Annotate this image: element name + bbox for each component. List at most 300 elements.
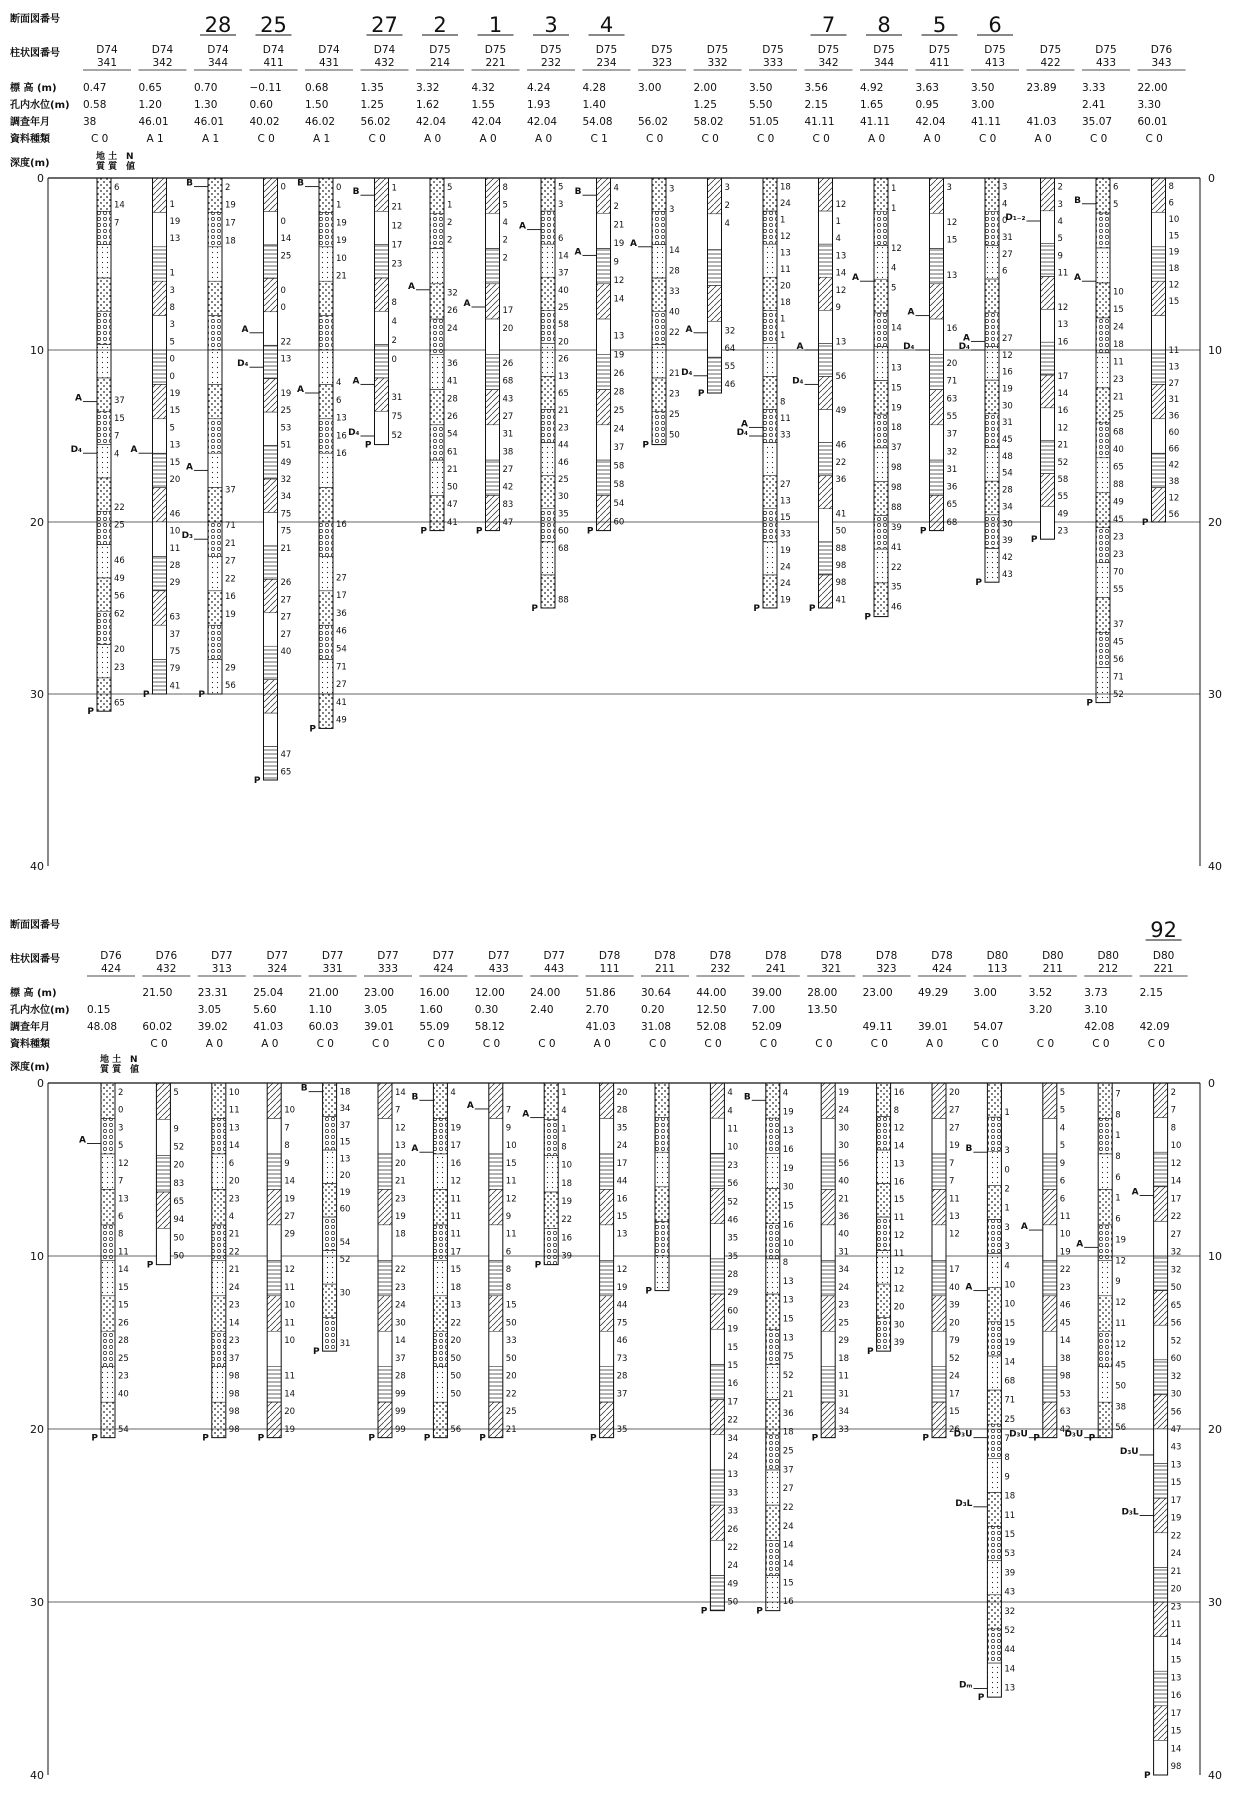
survey-date-value: 48.08 <box>87 1021 118 1033</box>
soil-segment <box>1098 1367 1112 1402</box>
water-level-value: 1.25 <box>360 99 384 111</box>
soil-segment <box>267 1367 281 1402</box>
n-value: 11 <box>284 1371 296 1382</box>
soil-segment <box>1041 342 1055 375</box>
soil-segment <box>710 1540 724 1575</box>
n-value: 19 <box>613 238 625 249</box>
soil-segment <box>541 410 555 443</box>
n-value: 20 <box>949 1318 960 1329</box>
n-value: 15 <box>780 513 791 524</box>
n-value: 12 <box>780 231 791 242</box>
n-value: 21 <box>395 1176 406 1187</box>
n-value: 30 <box>838 1141 850 1152</box>
soil-segment <box>932 1260 946 1295</box>
soil-segment <box>1096 213 1110 248</box>
soil-segment <box>433 1402 447 1437</box>
depth-tick-left: 20 <box>30 516 44 529</box>
soil-segment <box>985 380 999 414</box>
soil-segment <box>544 1156 558 1192</box>
soil-segment <box>430 213 444 248</box>
n-value: 26 <box>727 1524 739 1535</box>
soil-segment <box>987 1254 1001 1288</box>
n-value: 5 <box>891 283 897 294</box>
n-value: 31 <box>946 464 958 475</box>
n-value: 21 <box>613 220 625 231</box>
n-value: 49 <box>727 1579 739 1590</box>
n-value: 22 <box>225 574 236 585</box>
n-value: 12 <box>949 1229 960 1240</box>
n-value: 33 <box>727 1506 739 1517</box>
n-value: 24 <box>447 323 458 334</box>
n-value: 44 <box>558 440 569 451</box>
elevation-value: 1.35 <box>360 82 384 94</box>
soil-segment <box>101 1225 115 1260</box>
data-type-value: C 0 <box>704 1038 722 1050</box>
soil-segment <box>433 1189 447 1224</box>
soil-segment <box>541 343 555 376</box>
lower-soil-head2: 質 質 <box>100 1065 122 1075</box>
n-value: 3 <box>1057 199 1063 210</box>
soil-segment <box>655 1118 669 1153</box>
n-value: 1 <box>169 199 175 210</box>
soil-segment <box>1041 375 1055 408</box>
soil-segment <box>600 1189 614 1224</box>
section-number: 8 <box>877 13 891 37</box>
n-value: 26 <box>118 1318 129 1329</box>
n-value: 40 <box>838 1229 850 1240</box>
lower-column-label: 柱状図番号 <box>10 954 60 965</box>
n-value: 25 <box>838 1318 850 1329</box>
borehole <box>182 13 242 700</box>
soil-segment <box>430 178 444 213</box>
borehole <box>131 44 187 700</box>
lower-date-label: 調査年月 <box>10 1022 50 1033</box>
n-value: 21 <box>391 202 403 213</box>
n-value: 56 <box>1115 1423 1127 1434</box>
n-value: 15 <box>1004 1318 1016 1329</box>
n-value: 45 <box>1113 514 1124 525</box>
n-value: 16 <box>946 323 958 334</box>
n-value: 38 <box>1115 1402 1127 1413</box>
soil-segment <box>874 380 888 414</box>
data-type-value: A 1 <box>313 133 331 145</box>
data-type-value: C 0 <box>1036 1038 1055 1050</box>
n-value: 65 <box>558 389 569 399</box>
soil-segment <box>208 384 222 418</box>
n-value: 11 <box>450 1229 462 1240</box>
soil-segment <box>378 1367 392 1402</box>
borehole <box>411 950 467 1444</box>
n-value: 30 <box>1170 1389 1182 1400</box>
soil-segment <box>763 410 777 443</box>
layer-label: A <box>408 281 415 292</box>
n-value: 14 <box>891 323 902 334</box>
n-value: 58 <box>613 480 625 491</box>
soil-segment <box>153 178 167 212</box>
n-value: 23 <box>1059 1282 1071 1293</box>
data-type-value: C 0 <box>427 1038 445 1050</box>
n-value: 83 <box>173 1178 185 1189</box>
n-value: 27 <box>782 1484 794 1495</box>
n-value: 9 <box>613 257 619 268</box>
n-value: 15 <box>1170 1655 1182 1666</box>
soil-segment <box>1154 1325 1168 1360</box>
data-type-value: A 0 <box>593 1038 611 1050</box>
soil-segment <box>1154 1706 1168 1741</box>
n-value: 52 <box>1113 689 1124 700</box>
soil-segment <box>932 1367 946 1402</box>
elevation-value: 3.56 <box>804 82 828 94</box>
soil-segment <box>430 460 444 495</box>
n-value: 13 <box>339 1154 351 1165</box>
bottom-marker: P <box>645 1286 652 1297</box>
borehole <box>586 950 634 1444</box>
n-value: 47 <box>280 750 292 761</box>
n-value: 5 <box>1059 1141 1066 1152</box>
n-value: 22 <box>114 502 125 513</box>
n-value: 24 <box>727 1451 739 1462</box>
soil-segment <box>710 1575 724 1610</box>
n-value: 26 <box>613 368 625 379</box>
n-value: 58 <box>558 320 569 331</box>
n-value: 30 <box>339 1288 351 1299</box>
n-value: 11 <box>505 1229 517 1240</box>
n-value: 23 <box>118 1371 129 1382</box>
n-value: 24 <box>780 562 791 573</box>
n-value: 4 <box>891 263 897 274</box>
soil-segment <box>1043 1154 1057 1189</box>
n-value: 22 <box>727 1415 739 1426</box>
n-value: 11 <box>727 1124 739 1135</box>
borehole-id: D75 <box>762 44 784 56</box>
soil-segment <box>597 390 611 425</box>
n-value: 88 <box>558 595 569 606</box>
soil-segment <box>541 575 555 608</box>
n-value: 42 <box>502 482 514 493</box>
layer-label: A <box>75 393 82 404</box>
n-value: 6 <box>1168 198 1174 209</box>
soil-segment <box>1154 1533 1168 1568</box>
soil-segment <box>1152 419 1166 453</box>
soil-segment <box>710 1364 724 1399</box>
bottom-marker: P <box>534 1260 542 1271</box>
elevation-value: 3.52 <box>1028 987 1053 999</box>
n-value: 22 <box>1059 1265 1071 1276</box>
depth-tick-right: 40 <box>1208 860 1222 873</box>
n-value: 98 <box>1059 1371 1071 1382</box>
n-value: 55 <box>1113 584 1124 595</box>
bottom-marker: P <box>91 1433 98 1444</box>
n-value: 24 <box>780 579 791 590</box>
soil-segment <box>874 313 888 347</box>
soil-segment <box>97 211 111 244</box>
soil-segment <box>489 1367 503 1402</box>
n-value: 2 <box>724 200 730 211</box>
soil-segment <box>710 1329 724 1364</box>
n-value: 68 <box>502 376 514 387</box>
borehole <box>1074 44 1130 709</box>
layer-label: A <box>186 462 193 473</box>
soil-segment <box>932 1189 946 1224</box>
soil-segment <box>153 453 167 487</box>
soil-segment <box>375 278 389 311</box>
n-value: 27 <box>280 629 292 640</box>
n-value: 28 <box>395 1371 406 1382</box>
soil-segment <box>987 1527 1001 1561</box>
n-value: 30 <box>395 1318 406 1329</box>
soil-segment <box>486 495 500 530</box>
n-value: 7 <box>118 1176 124 1187</box>
n-value: 11 <box>893 1213 905 1224</box>
n-value: 63 <box>1059 1407 1071 1418</box>
n-value: 13 <box>893 1159 905 1170</box>
soil-segment <box>153 316 167 350</box>
n-value: 4 <box>835 234 841 245</box>
soil-segment <box>208 660 222 694</box>
n-value: 15 <box>169 457 181 468</box>
soil-segment <box>874 414 888 448</box>
soil-segment <box>1154 1152 1168 1187</box>
n-value: 19 <box>450 1123 462 1134</box>
soil-segment <box>544 1083 558 1119</box>
survey-date-value: 42.04 <box>416 116 447 128</box>
survey-date-value: 56.02 <box>360 116 391 128</box>
n-value: 16 <box>782 1597 794 1608</box>
n-value: 44 <box>616 1176 628 1187</box>
soil-segment <box>486 284 500 319</box>
soil-segment <box>1096 423 1110 458</box>
soil-segment <box>267 1189 281 1224</box>
soil-segment <box>1041 309 1055 342</box>
soil-segment <box>1154 1671 1168 1706</box>
elevation-value: 3.33 <box>1082 82 1106 94</box>
soil-segment <box>710 1224 724 1259</box>
depth-tick-left: 30 <box>30 1596 44 1609</box>
bottom-marker: P <box>423 1433 431 1444</box>
soil-segment <box>212 1402 226 1437</box>
bottom-marker: P <box>253 776 261 786</box>
n-value: 40 <box>558 285 569 296</box>
n-value: 50 <box>505 1318 517 1329</box>
n-value: 18 <box>782 1427 794 1438</box>
n-value: 19 <box>395 1211 406 1222</box>
bottom-marker: P <box>531 604 538 614</box>
data-type-value: C 0 <box>759 1038 778 1050</box>
n-value: 68 <box>946 517 958 528</box>
n-value: 15 <box>505 1300 517 1311</box>
borehole <box>1005 44 1074 545</box>
n-value: 56 <box>838 1158 850 1169</box>
section-number: 2 <box>433 13 447 37</box>
bottom-marker: P <box>808 604 816 614</box>
n-value: 15 <box>891 383 902 394</box>
n-value: 53 <box>1059 1389 1071 1400</box>
n-value: 54 <box>447 429 458 440</box>
n-value: 15 <box>169 406 181 417</box>
n-value: 39 <box>891 522 902 533</box>
n-value: 5 <box>447 182 453 193</box>
borehole <box>142 950 190 1271</box>
soil-segment <box>763 211 777 244</box>
n-value: 15 <box>505 1158 517 1169</box>
soil-segment <box>1154 1291 1168 1326</box>
n-value: 20 <box>169 475 181 485</box>
soil-segment <box>1098 1296 1112 1331</box>
n-value: 98 <box>835 578 847 589</box>
upper-date-label: 調査年月 <box>10 117 50 128</box>
soil-segment <box>264 579 278 612</box>
soil-segment <box>930 460 944 495</box>
n-value: 19 <box>782 1107 794 1118</box>
soil-segment <box>819 376 833 409</box>
water-level-value: 1.20 <box>138 99 162 111</box>
elevation-value: 3.73 <box>1084 987 1108 999</box>
n-value: 24 <box>782 1521 794 1532</box>
n-value: 13 <box>1004 1683 1016 1694</box>
upper-n-head2: 値 <box>126 162 136 172</box>
n-value: 56 <box>727 1179 739 1190</box>
soil-segment <box>600 1402 614 1437</box>
lower-soil-head: 地 土 <box>100 1055 122 1065</box>
soil-segment <box>264 479 278 512</box>
soil-segment <box>489 1154 503 1189</box>
n-value: 42 <box>1059 1424 1071 1435</box>
soil-segment <box>97 311 111 344</box>
n-value: 48 <box>1002 451 1013 462</box>
borehole <box>71 44 131 717</box>
n-value: 16 <box>561 1233 573 1244</box>
n-value: 19 <box>336 218 347 229</box>
n-value: 9 <box>505 1123 512 1134</box>
borehole-id: D80 <box>1152 950 1175 962</box>
n-value: 14 <box>114 200 125 211</box>
data-type-value: C 0 <box>646 133 664 145</box>
n-value: 64 <box>724 344 736 355</box>
borehole <box>792 13 852 614</box>
layer-label: B <box>1074 195 1081 206</box>
n-value: 40 <box>118 1389 129 1400</box>
n-value: 50 <box>1170 1283 1182 1294</box>
n-value: 15 <box>118 1282 129 1293</box>
soil-segment <box>264 412 278 445</box>
n-value: 34 <box>838 1407 850 1418</box>
n-value: 18 <box>780 182 791 193</box>
soil-segment <box>763 542 777 575</box>
soil-segment <box>319 247 333 281</box>
lower-n-head2: 値 <box>130 1065 140 1075</box>
data-type-value: A 0 <box>535 133 553 145</box>
soil-segment <box>267 1154 281 1189</box>
soil-segment <box>375 345 389 378</box>
n-value: 14 <box>280 234 292 245</box>
elevation-value: 12.00 <box>474 987 505 999</box>
water-level-value: 3.00 <box>971 99 995 111</box>
soil-segment <box>208 522 222 556</box>
n-value: 54 <box>339 1238 351 1249</box>
borehole <box>954 950 1022 1703</box>
soil-segment <box>156 1192 170 1228</box>
soil-segment <box>1043 1118 1057 1153</box>
data-type-value: C 0 <box>372 1038 390 1050</box>
section-number: 4 <box>599 13 614 37</box>
soil-segment <box>985 313 999 347</box>
soil-segment <box>267 1296 281 1331</box>
soil-segment <box>544 1228 558 1264</box>
layer-label: A <box>463 299 471 309</box>
lower-n-head: N <box>130 1055 138 1065</box>
n-value: 11 <box>1113 357 1124 368</box>
n-value: 10 <box>505 1141 517 1152</box>
n-value: 19 <box>613 350 625 361</box>
n-value: 23 <box>395 1194 406 1205</box>
borehole-id: D75 <box>484 44 507 56</box>
n-value: 22 <box>280 337 292 348</box>
borehole-id: D75 <box>928 44 951 56</box>
n-value: 20 <box>1170 1584 1182 1595</box>
soil-segment <box>766 1505 780 1540</box>
n-value: 13 <box>835 337 847 348</box>
data-type-value: C 0 <box>150 1038 168 1050</box>
n-value: 27 <box>1002 249 1013 260</box>
n-value: 19 <box>284 1194 296 1205</box>
soil-segment <box>486 213 500 248</box>
data-type-value: C 0 <box>1147 1038 1165 1050</box>
soil-segment <box>763 509 777 542</box>
upper-column-label: 柱状図番号 <box>10 48 60 59</box>
soil-segment <box>541 509 555 542</box>
soil-segment <box>486 354 500 389</box>
n-value: 21 <box>1170 1566 1182 1577</box>
soil-segment <box>153 384 167 418</box>
n-value: 20 <box>505 1371 517 1382</box>
n-value: 11 <box>169 543 181 554</box>
borehole-subid: 443 <box>544 963 565 975</box>
survey-date-value: 60.02 <box>142 1021 173 1033</box>
n-value: 53 <box>280 423 292 434</box>
n-value: 8 <box>284 1141 290 1152</box>
soil-segment <box>874 212 888 246</box>
n-value: 15 <box>893 1195 905 1206</box>
n-value: 46 <box>724 380 736 391</box>
bottom-marker: P <box>475 526 483 537</box>
n-value: 6 <box>336 395 342 406</box>
soil-segment <box>319 419 333 453</box>
n-value: 11 <box>1057 268 1069 279</box>
soil-segment <box>932 1331 946 1366</box>
soil-segment <box>1154 1602 1168 1637</box>
n-value: 16 <box>782 1144 794 1155</box>
soil-segment <box>819 310 833 343</box>
n-value: 43 <box>502 394 514 405</box>
soil-segment <box>1098 1083 1112 1118</box>
n-value: 27 <box>1168 378 1180 389</box>
layer-label: D₃L <box>1121 1507 1139 1518</box>
n-value: 26 <box>280 578 292 589</box>
soil-segment <box>319 384 333 418</box>
soil-segment <box>766 1575 780 1610</box>
n-value: 22 <box>669 327 680 338</box>
soil-segment <box>655 1083 669 1118</box>
layer-label: A <box>466 1100 474 1111</box>
n-value: 12 <box>893 1230 905 1241</box>
n-value: 13 <box>1168 362 1180 373</box>
n-value: 19 <box>891 403 902 414</box>
n-value: 16 <box>450 1158 462 1169</box>
soil-segment <box>763 178 777 211</box>
soil-segment <box>766 1400 780 1435</box>
depth-tick-right: 20 <box>1208 516 1222 529</box>
soil-segment <box>430 390 444 425</box>
